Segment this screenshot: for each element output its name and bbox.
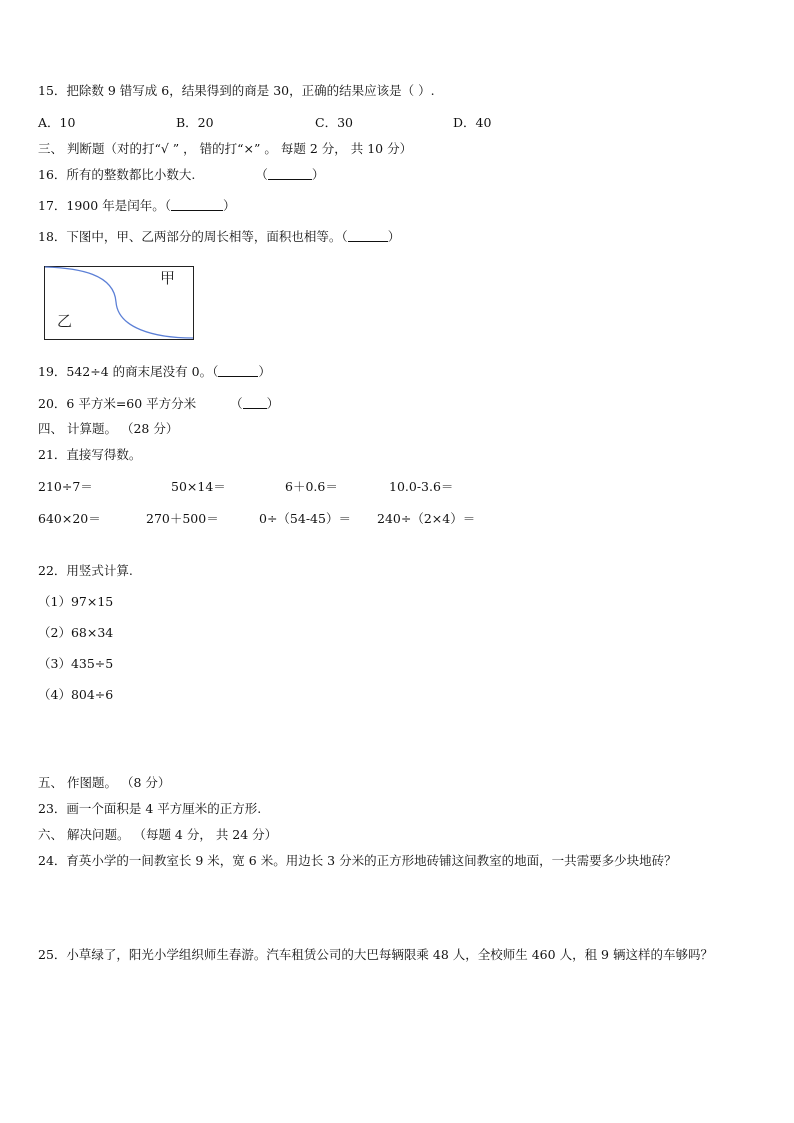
answer-blank[interactable] (348, 229, 388, 242)
calc-item: 50×14＝ (171, 479, 226, 494)
answer-blank[interactable] (243, 396, 267, 409)
region-figure (44, 266, 194, 340)
question-15: 15．把除数 9 错写成 6，结果得到的商是 30，正确的结果应该是（ ）. (38, 83, 435, 98)
option-d: D．40 (453, 115, 492, 130)
calc-item: 10.0-3.6＝ (389, 479, 454, 494)
question-16 (38, 167, 324, 183)
question-17-text: 17．1900 年是闰年。 (38, 198, 165, 213)
section-5-heading: 五、 作图题。 （8 分） (38, 775, 171, 790)
section-3-heading: 三、 判断题（对的打“√ ” ， 错的打“×” 。 每题 2 分， 共 10 分） (38, 141, 413, 156)
region-figure-svg (44, 266, 194, 340)
vertical-calc-item: （2）68×34 (38, 625, 114, 640)
option-b: B．20 (176, 115, 214, 130)
vertical-calc-item: （3）435÷5 (38, 656, 114, 671)
paren-close: ） (311, 167, 325, 182)
paren-open: （ (255, 167, 268, 182)
calc-item: 240÷（2×4）＝ (377, 511, 476, 526)
calc-item: 270＋500＝ (146, 511, 219, 526)
vertical-calc-item: （1）97×15 (38, 594, 114, 609)
question-19-text: 19．542÷4 的商末尾没有 0。 (38, 364, 213, 379)
calc-item: 210÷7＝ (38, 479, 93, 494)
option-c: C．30 (315, 115, 353, 130)
answer-blank[interactable] (268, 167, 312, 180)
answer-blank[interactable] (218, 364, 258, 377)
section-6-heading: 六、 解决问题。 （每题 4 分， 共 24 分） (38, 827, 278, 842)
vertical-calc-item: （4）804÷6 (38, 687, 114, 702)
question-18-text: 18．下图中，甲、乙两部分的周长相等，面积也相等。 (38, 229, 342, 244)
question-25: 25．小草绿了，阳光小学组织师生春游。汽车租赁公司的大巴每辆限乘 48 人，全校师生 460 人，租 9 辆这样的车够吗？ (38, 947, 713, 962)
paren-close: ） (266, 396, 280, 411)
question-23: 23．画一个面积是 4 平方厘米的正方形. (38, 801, 262, 816)
question-22: 22．用竖式计算. (38, 563, 133, 578)
paren-open: （ (341, 229, 348, 244)
option-a: A．10 (38, 115, 76, 130)
paren-close: ） (222, 198, 236, 213)
section-4-heading: 四、 计算题。 （28 分） (38, 421, 179, 436)
calc-item: 6＋0.6＝ (285, 479, 338, 494)
question-18 (38, 229, 400, 245)
label-jia: 甲 (160, 269, 176, 287)
question-16-text: 16．所有的整数都比小数大. (38, 167, 196, 182)
question-17 (38, 198, 235, 214)
question-21: 21．直接写得数。 (38, 447, 142, 462)
question-24: 24．育英小学的一间教室长 9 米，宽 6 米。用边长 3 分米的正方形地砖铺这间教室的地面，一共需要多少块地砖？ (38, 853, 677, 868)
paren-open: （ (212, 364, 219, 379)
question-20 (38, 396, 279, 412)
paren-close: ） (258, 364, 271, 379)
answer-blank[interactable] (171, 198, 223, 211)
question-20-text: 20．6 平方米=60 平方分米 (38, 396, 197, 411)
question-19 (38, 364, 271, 380)
calc-item: 0÷（54-45）＝ (259, 511, 351, 526)
label-yi: 乙 (57, 312, 73, 330)
calc-item: 640×20＝ (38, 511, 101, 526)
paren-open: （ (230, 396, 243, 411)
paren-close: ） (387, 229, 401, 244)
paren-open: （ (164, 198, 171, 213)
